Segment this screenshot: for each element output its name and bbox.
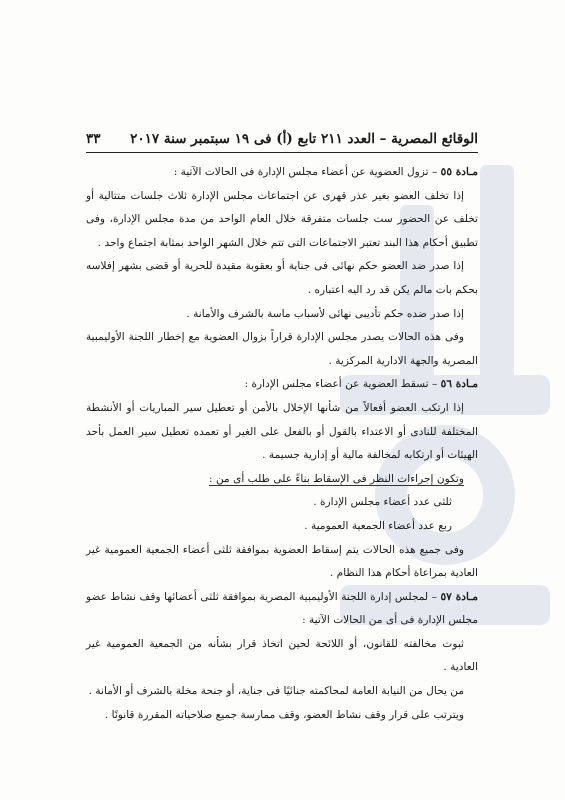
paragraph [86,468,478,492]
article-57-heading [86,586,478,633]
article-heading-text: – لمجلس إدارة اللجنة الأوليمبية المصرية بموافقة ثلثى أعضائها وقف نشاط عضو مجلس الإدارة فى أى من الحالات الآتية : [86,590,478,627]
paragraph: إذا صدر ضده حكم تأديبى نهائى لأسباب ماسة بالشرف والأمانة . [186,307,464,320]
header-title: الوقائع المصرية – العدد ٢١١ تابع (أ) فى ١٩ سبتمبر سنة ٢٠١٧ [130,131,478,147]
paragraph: إذا صدر ضد العضو حكم نهائى فى جناية أو بعقوبة مقيدة للحرية أو قضى بشهر إفلاسه بحكم بات مالم يكن قد رد اليه اعتباره . [86,260,478,296]
underlined-text: وتكون إجراءات النظر فى الإسقاط بناءً على طلب أى من : [209,472,464,485]
article-number: مـادة ٥٦ [440,378,478,391]
paragraph: ثبوت مخالفته للقانون، أو اللائحة لحين اتخاذ قرار بشأنه من الجمعية العمومية غير العادية . [86,637,478,674]
article-number: مـادة ٥٧ [440,590,478,603]
article-56-heading [86,373,478,397]
paragraph: وفى جميع هذه الحالات يتم إسقاط العضوية بموافقة ثلثى أعضاء الجمعية العمومية غير العادية بمراعاة أحكام هذا النظام . [86,543,478,580]
list-item: ربع عدد أعضاء الجمعية العمومية . [304,519,452,532]
page-number: ٣٣ [86,131,101,147]
paragraph: ويترتب على قرار وقف نشاط العضو، وقف ممارسة جميع صلاحياته المقررة قانونًا . [104,708,464,721]
article-heading-text: – تزول العضوية عن أعضاء مجلس الإدارة فى الحالات الآتية : [173,166,441,178]
article-55-heading [86,161,478,185]
paragraph: إذا ارتكب العضو أفعالاً من شأنها الإخلال بالأمن أو تعطيل سير المباريات أو الأنشطة المختلفة للنادى أو الاعتداء بالقول أو بالفعل على الغير أو تعمده تعطيل سير العمل بأحد الهيئات أو ارتكابه لمخالفة مالية أو إدارية جسيمة . [86,401,478,462]
paragraph: إذا تخلف العضو بغير عذر قهرى عن اجتماعات مجلس الإدارة ثلاث جلسات متتالية أو تخلف عن الحضور ست جلسات متفرقة خلال العام الواحد من مدة مجلس الإدارة، وفى تطبيق أحكام هذا البند تعتبر الاجتماعات التى تتم خلال الشهر الواحد بمثابة اجتماع واحد . [86,189,478,249]
document-body [86,161,478,727]
page-header [86,131,478,153]
list-item: ثلثى عدد أعضاء مجلس الإدارة . [313,496,452,509]
article-number: مـادة ٥٥ [440,166,478,178]
article-heading-text: – تسقط العضوية عن أعضاء مجلس الإدارة : [244,378,441,391]
paragraph: وفى هذه الحالات يصدر مجلس الإدارة قراراً بزوال العضوية مع إخطار اللجنة الأوليمبية المصرية والجهة الادارية المركزية . [86,331,478,367]
paragraph: من يحال من النيابة العامة لمحاكمته جنائيًا فى جناية، أو جنحة مخلة بالشرف أو الأمانة . [88,685,464,698]
